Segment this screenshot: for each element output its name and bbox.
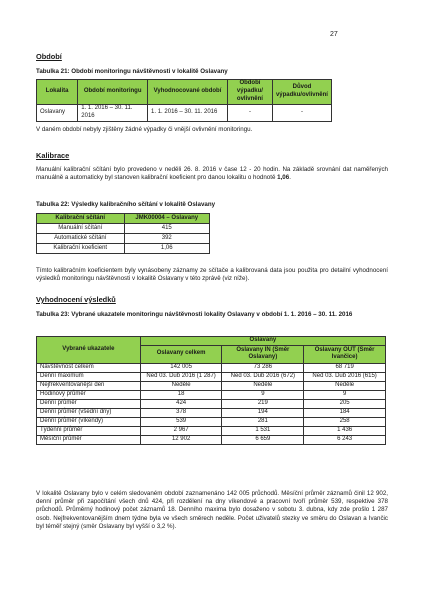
table-row: [37, 363, 386, 372]
table-header-group: Oslavany: [140, 337, 385, 346]
table-cell: Neděle: [304, 381, 386, 390]
summary-paragraph: V lokalitě Oslavany bylo v celém sledovaném období zaznamenáno 142 005 průchodů. Měsíční průměr záznamů činil 12 902, denní průměr při započítání všech dnů 424, při rozdělení na dny víkendové a pracovní tvoří průměr 539, respektive 378 průchodů. Průměrný hodinový počet záznamů 18. Denního maxima bylo dosaženo v sobotu 3. dubna, kdy zde prošlo 1 287 osob. Nejfrekventovanějším dnem týdne byla ve všech směrech neděle. Počet uživatelů stezky ve směru do Oslavan a Ivančic byl téměř stejný (směr Oslavany byl vyšší o 3,2 %).: [36, 490, 388, 530]
table-kalibrace: [36, 213, 210, 254]
table-header-cell: Období výpadku/ ovlivnění: [227, 80, 272, 105]
table-row: [37, 104, 332, 121]
table-cell: 9: [304, 390, 386, 399]
table-cell: 68 719: [304, 363, 386, 372]
table-cell: Automatické sčítání: [37, 234, 125, 244]
table-cell: 205: [304, 399, 386, 408]
table-row: [37, 381, 386, 390]
table-cell: 73 286: [222, 363, 304, 372]
table-row: [37, 408, 386, 417]
caption-table-22: Tabulka 22: Výsledky kalibračního sčítání v lokalitě Oslavany: [36, 201, 216, 208]
page-number: 27: [330, 31, 338, 38]
table-cell: 378: [140, 408, 222, 417]
table-header-cell: Oslavany IN (Směr Oslavany): [222, 345, 304, 363]
kalibrace-coefficient: 1,06: [277, 174, 290, 182]
kalibrace-paragraph: [36, 166, 388, 182]
table-cell: 194: [222, 408, 304, 417]
table-cell: 424: [140, 399, 222, 408]
caption-table-21: Tabulka 21: Období monitoringu návštěvnosti v lokalitě Oslavany: [36, 68, 228, 75]
table-header-cell: JMK00004 – Oslavany: [124, 214, 210, 224]
table-header-cell: Oslavany OUT (Směr Ivančice): [304, 345, 386, 363]
table-cell: Návštěvnost celkem: [37, 363, 141, 372]
table-header-cell: Vyhodnocované období: [148, 80, 228, 105]
table-cell: 281: [222, 417, 304, 426]
obdobi-note: V daném období nebyly zjištěny žádné výpadky či vnější ovlivnění monitoringu.: [36, 126, 253, 133]
table-cell: Ned 03. Dub 2016 (672): [222, 372, 304, 381]
table-cell: Kalibrační koeficient: [37, 244, 125, 254]
table-cell: 1 531: [222, 426, 304, 435]
table-cell: 1. 1. 2016 – 30. 11. 2016: [148, 104, 228, 121]
table-cell: 392: [124, 234, 210, 244]
table-cell: Neděle: [222, 381, 304, 390]
table-cell: Neděle: [140, 381, 222, 390]
table-cell: 1,06: [124, 244, 210, 254]
kalibrace-note: Tímto kalibračním koeficientem byly vynásobeny záznamy ze sčítače a kalibrovaná data jsou použita pro detailní vyhodnocení výsledků monitoringu návštěvnosti v lokalitě Oslavany v této zprávě (viz níže).: [36, 267, 388, 283]
table-row: [37, 435, 386, 444]
table-cell: 2 967: [140, 426, 222, 435]
table-cell: Ned 03. Dub 2016 (1 287): [140, 372, 222, 381]
table-header-cell: Lokalita: [37, 80, 78, 105]
table-cell: Oslavany: [37, 104, 78, 121]
table-cell: 219: [222, 399, 304, 408]
table-cell: 142 005: [140, 363, 222, 372]
table-cell: 184: [304, 408, 386, 417]
kalibrace-period: .: [289, 174, 291, 182]
table-cell: Ned 03. Dub 2016 (615): [304, 372, 386, 381]
table-header-row: [37, 337, 386, 346]
table-header-cell: Důvod výpadku/ovlivnění: [272, 80, 331, 105]
table-row: [37, 417, 386, 426]
table-vysledky: [36, 336, 386, 445]
table-cell: Denní průměr (všední dny): [37, 408, 141, 417]
table-cell: 6 659: [222, 435, 304, 444]
table-row: [37, 234, 210, 244]
table-cell: -: [272, 104, 331, 121]
table-cell: Denní průměr: [37, 399, 141, 408]
table-cell: -: [227, 104, 272, 121]
table-header-row: [37, 80, 332, 105]
table-header-cell: Kalibrační sčítání: [37, 214, 125, 224]
table-row: [37, 390, 386, 399]
table-cell: 6 243: [304, 435, 386, 444]
table-row: [37, 426, 386, 435]
table-row: [37, 244, 210, 254]
caption-table-23: Tabulka 23: Vybrané ukazatele monitoringu návštěvnosti lokality Oslavany v období 1. 1. 2016 – 30. 11. 2016: [36, 311, 353, 318]
table-header-row: [37, 214, 210, 224]
table-header-cell: Období monitoringu: [78, 80, 148, 105]
table-cell: 539: [140, 417, 222, 426]
table-header-cell: Oslavany celkem: [140, 345, 222, 363]
table-row: [37, 399, 386, 408]
table-cell: 12 902: [140, 435, 222, 444]
table-row: [37, 372, 386, 381]
heading-kalibrace: Kalibrace: [36, 151, 70, 160]
table-header-cell: Vybrané ukazatele: [37, 337, 141, 364]
table-cell: Týdenní průměr: [37, 426, 141, 435]
table-cell: Měsíční průměr: [37, 435, 141, 444]
table-cell: 258: [304, 417, 386, 426]
table-cell: 1 436: [304, 426, 386, 435]
table-cell: Manuální sčítání: [37, 224, 125, 234]
table-cell: 18: [140, 390, 222, 399]
table-cell: Denní průměr (víkendy): [37, 417, 141, 426]
table-obdobi: [36, 79, 332, 122]
table-row: [37, 224, 210, 234]
table-cell: Hodinový průměr: [37, 390, 141, 399]
table-cell: 9: [222, 390, 304, 399]
table-body: [37, 363, 386, 444]
heading-obdobi: Období: [36, 52, 62, 61]
table-cell: 415: [124, 224, 210, 234]
kalibrace-text: Manuální kalibrační sčítání bylo provedeno v neděli 26. 8. 2016 v čase 12 - 20 hodin. Na základě srovnání dat naměřených manuálně a automaticky byl stanoven kalibrační koeficient pro danou lokalitu o hodnotě: [36, 166, 388, 182]
heading-vysledky: Vyhodnocení výsledků: [36, 295, 116, 304]
table-cell: Denní maximum: [37, 372, 141, 381]
table-cell: 1. 1. 2016 – 30. 11. 2016: [78, 104, 148, 121]
table-cell: Nejfrekventovanější den: [37, 381, 141, 390]
